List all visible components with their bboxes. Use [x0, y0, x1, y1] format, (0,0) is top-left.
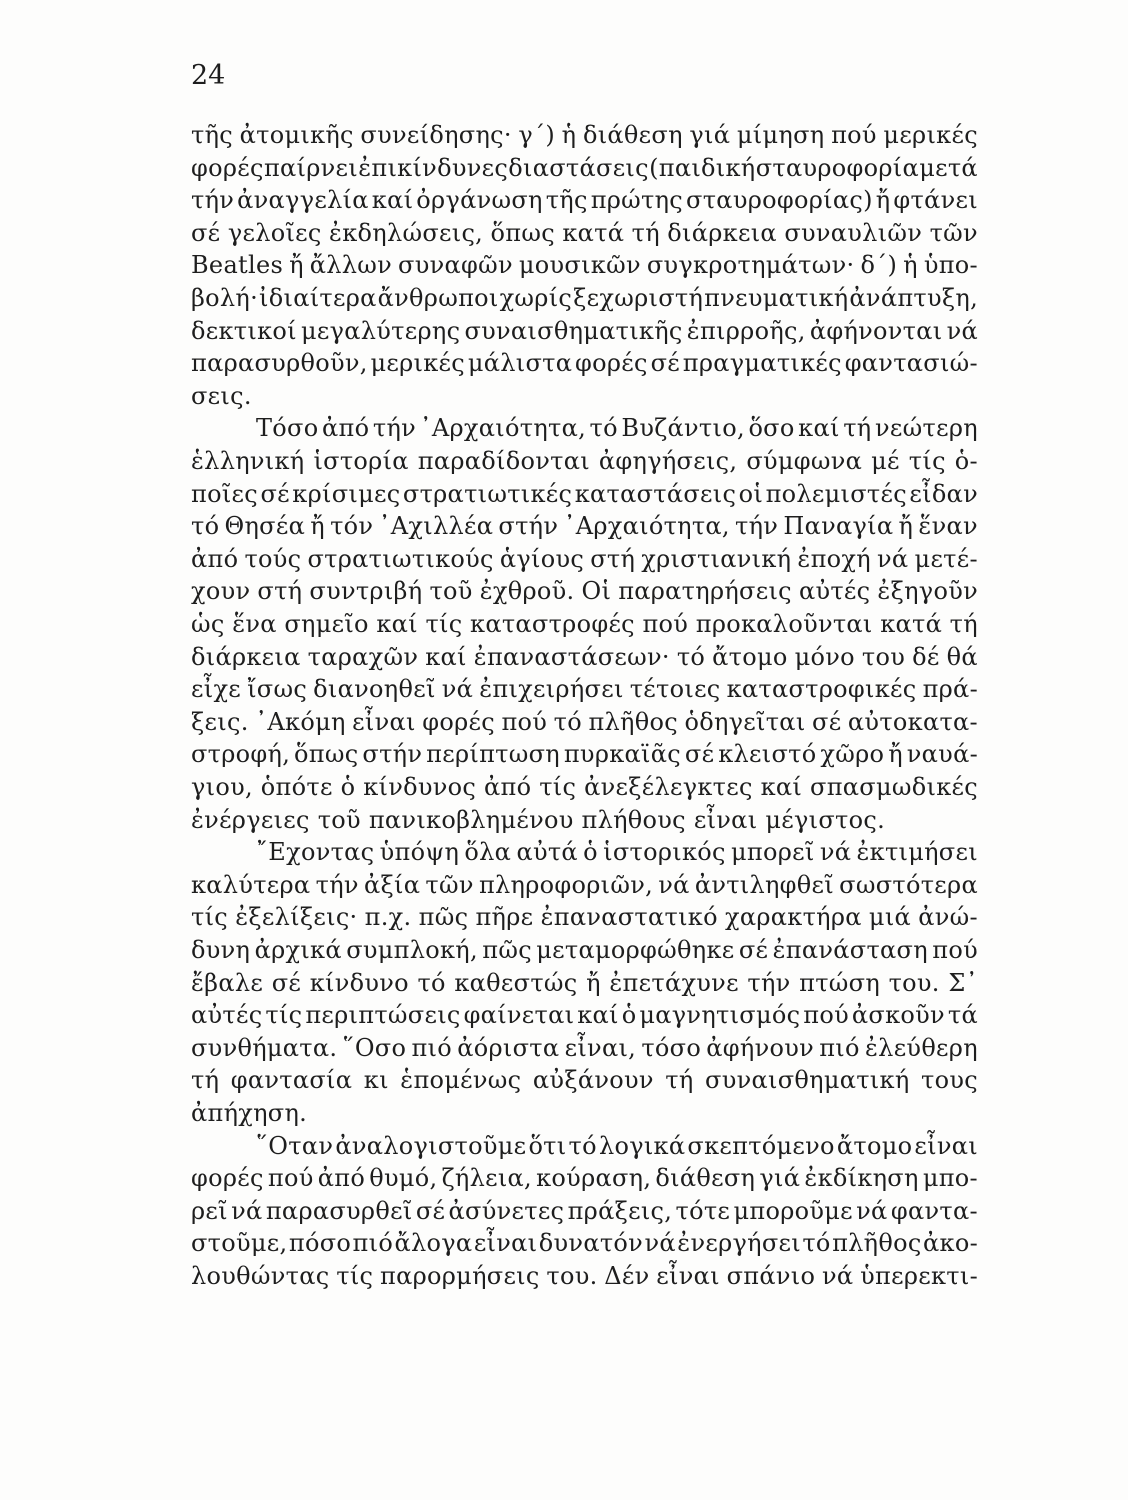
text-line: δεκτικοί μεγαλύτερης συναισθηματικῆς ἐπιρροῆς, ἀφήνονται νά [191, 316, 978, 345]
text-line: στοῦμε, πόσο πιό ἄλογα εἶναι δυνατόν νά ἐνεργήσει τό πλῆθος ἀκο- [191, 1229, 978, 1258]
text-line: ρεῖ νά παρασυρθεῖ σέ ἀσύνετες πράξεις, τότε μποροῦμε νά φαντα- [191, 1196, 978, 1225]
text-line: καλύτερα τήν ἀξία τῶν πληροφοριῶν, νά ἀντιληφθεῖ σωστότερα [191, 870, 978, 899]
text-line: ῎Εχοντας ὑπόψη ὅλα αὐτά ὁ ἱστορικός μπορεῖ νά ἐκτιμήσει [256, 838, 978, 867]
text-line: ξεις. ᾿Ακόμη εἶναι φορές πού τό πλῆθος ὁδηγεῖται σέ αὐτοκατα- [191, 707, 978, 736]
text-line: τίς ἐξελίξεις· π.χ. πῶς πῆρε ἐπαναστατικό χαρακτήρα μιά ἀνώ- [191, 903, 978, 932]
text-line: παρασυρθοῦν, μερικές μάλιστα φορές σέ πραγματικές φαντασιώ- [191, 349, 978, 378]
text-line: ῞Οταν ἀναλογιστοῦμε ὅτι τό λογικά σκεπτόμενο ἄτομο εἶναι [256, 1131, 978, 1160]
text-line: σεις. [191, 381, 252, 410]
text-line: ἑλληνική ἱστορία παραδίδονται ἀφηγήσεις, σύμφωνα μέ τίς ὁ- [191, 447, 978, 475]
text-line: ἀπήχηση. [191, 1099, 308, 1127]
text-line: φορές πού ἀπό θυμό, ζήλεια, κούραση, διάθεση γιά ἐκδίκηση μπο- [191, 1164, 978, 1193]
text-line: δυνη ἀρχικά συμπλοκή, πῶς μεταμορφώθηκε σέ ἐπανάσταση πού [191, 936, 978, 964]
text-line: συνθήματα. ῞Οσο πιό ἀόριστα εἶναι, τόσο ἀφήνουν πιό ἐλεύθερη [191, 1033, 978, 1062]
text-line: χουν στή συντριβή τοῦ ἐχθροῦ. Οἱ παρατηρήσεις αὐτές ἐξηγοῦν [191, 577, 978, 606]
text-line: τή φαντασία κι ἑπομένως αὐξάνουν τή συναισθηματική τους [191, 1066, 978, 1095]
text-line: διάρκεια ταραχῶν καί ἐπαναστάσεων· τό ἄτομο μόνο του δέ θά [191, 642, 978, 671]
page-number: 24 [191, 60, 226, 91]
text-line: ἔβαλε σέ κίνδυνο τό καθεστώς ἤ ἐπετάχυνε τήν πτώση του. Σ᾿ [191, 968, 978, 997]
text-line: Beatles ἤ ἄλλων συναφῶν μουσικῶν συγκροτημάτων· δ΄) ἡ ὑπο- [191, 251, 978, 280]
text-line: Τόσο ἀπό τήν ᾿Αρχαιότητα, τό Βυζάντιο, ὅσο καί τή νεώτερη [256, 414, 978, 443]
text-line: γιου, ὁπότε ὁ κίνδυνος ἀπό τίς ἀνεξέλεγκτες καί σπασμωδικές [191, 773, 978, 801]
text-line: φορές παίρνει ἐπικίνδυνες διαστάσεις (παιδική σταυροφορία μετά [191, 153, 978, 182]
text-line: λουθώντας τίς παρορμήσεις του. Δέν εἶναι σπάνιο νά ὑπερεκτι- [191, 1262, 978, 1290]
text-line: σέ γελοῖες ἐκδηλώσεις, ὅπως κατά τή διάρκεια συναυλιῶν τῶν [191, 218, 978, 247]
text-line: εἶχε ἴσως διανοηθεῖ νά ἐπιχειρήσει τέτοιες καταστροφικές πρά- [191, 675, 978, 704]
text-line: ποῖες σέ κρίσιμες στρατιωτικές καταστάσεις οἱ πολεμιστές εἶδαν [191, 479, 978, 508]
text-line: βολή· ἰδιαίτερα ἄνθρωποι χωρίς ξεχωριστή πνευματική ἀνάπτυξη, [191, 284, 978, 312]
text-line: ὡς ἕνα σημεῖο καί τίς καταστροφές πού προκαλοῦνται κατά τή [191, 610, 978, 638]
text-line: ἀπό τούς στρατιωτικούς ἁγίους στή χριστιανική ἐποχή νά μετέ- [191, 544, 978, 573]
text-line: στροφή, ὅπως στήν περίπτωση πυρκαϊᾶς σέ κλειστό χῶρο ἤ ναυά- [191, 740, 978, 769]
text-line: ἐνέργειες τοῦ πανικοβλημένου πλήθους εἶναι μέγιστος. [191, 805, 885, 834]
text-line: τήν ἀναγγελία καί ὀργάνωση τῆς πρώτης σταυροφορίας) ἤ φτάνει [191, 186, 978, 215]
text-line: τῆς ἀτομικῆς συνείδησης· γ΄) ἡ διάθεση γιά μίμηση πού μερικές [191, 121, 978, 149]
text-line: αὐτές τίς περιπτώσεις φαίνεται καί ὁ μαγνητισμός πού ἀσκοῦν τά [191, 1001, 978, 1030]
text-line: τό Θησέα ἤ τόν ᾿Αχιλλέα στήν ᾿Αρχαιότητα, τήν Παναγία ἤ ἕναν [191, 512, 978, 541]
